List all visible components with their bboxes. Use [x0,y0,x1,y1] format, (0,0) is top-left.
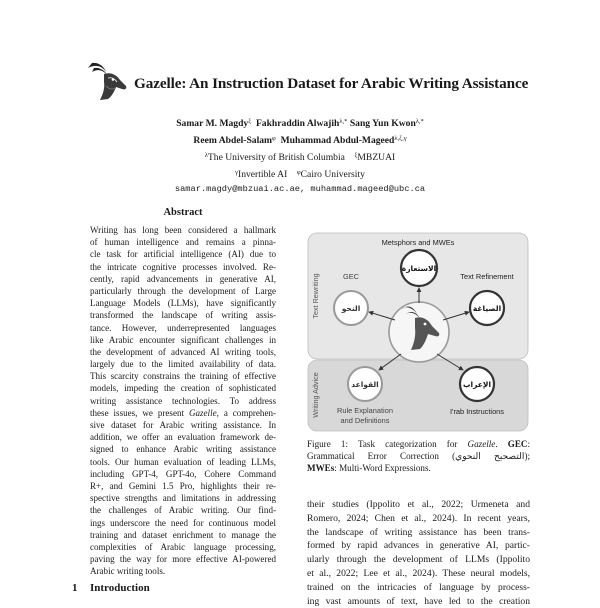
rules-node [348,367,382,401]
abstract-line: tance. However, underrepresented languages [90,322,276,333]
abstract-line: Writing has long been considered a hallmark [90,225,276,235]
affiliation-line-1 [0,148,600,165]
abstract-heading: Abstract [163,207,203,218]
gazelle-logo-icon [86,62,130,102]
text-refinement-node [470,291,504,325]
abstract-line: the challenges of Arabic writing. Our find- [90,505,276,516]
affiliation: Cairo University [300,169,365,180]
body-line: ing vast amounts of text, have led to the creation [307,595,530,607]
paper-title: Gazelle: An Instruction Dataset for Arabic Writing Assistance [134,75,529,92]
arabic-metaphor-text: الاستعارة [401,264,437,273]
affil-sup: λ [204,152,208,159]
arabic-irab-text: الإعراب [462,380,492,389]
affiliation: Invertible AI [238,169,288,180]
author-block [0,114,600,197]
metaphors-node [401,250,437,286]
abstract-line: ings underscore the need for continuous model [90,517,276,528]
abstract-line: like Arabic encounter significant challenges in [90,334,276,345]
abstract-line: R+, and Gemini 1.5 Pro, highlights their re- [90,480,276,491]
abstract-line: the development of advanced AI writing tools, [90,346,276,357]
section-heading [72,582,150,594]
abstract-line: signed to enhance Arabic writing assistance [90,444,276,455]
abstract-line: training and dataset enrichment to manage the [90,529,276,540]
body-line: et al., 2022; Lee et al., 2024). These neural models, [307,567,530,579]
text-refinement-label: Text Refinement [460,272,514,281]
affil-sup: φ [296,169,301,176]
abstract-line: of human intelligence and remains a pinna- [90,237,276,248]
irab-label: I'rab Instructions [450,407,504,416]
body-line: trained on the intricacies of language by process- [307,581,530,593]
author-name: Samar M. Magdy [176,118,249,129]
author-emails[interactable]: samar.magdy@mbzuai.ac.ae, muhammad.mageed@ubc.ca [174,184,426,194]
body-line: ularly through the development of LLMs (Ippolito [307,554,530,566]
body-line: Romero, 2024; Chen et al., 2024). In recent years, [307,512,530,524]
writing-advice-label: Writing Advice [311,372,320,418]
author-name: Reem Abdel-Salam [193,135,273,146]
abstract-line: transformed the landscape of writing assis- [90,310,276,321]
rule-label: Rule Explanation [337,406,393,415]
author-sup: λ,* [339,118,348,125]
abstract-line: writing assistance technologies. To address [90,395,276,406]
text-rewriting-label: Text Rewriting [311,273,320,319]
section-number: 1 [72,582,78,594]
gec-label: GEC [342,272,360,281]
caption-line: MWEs: Multi-Word Expressions. [307,463,431,474]
task-categorization-figure [307,232,529,432]
author-sup: ξ [248,118,252,125]
abstract-line: these issues, we present Gazelle, a comprehen- [90,407,276,418]
abstract-line: particularly through the development of Large [90,285,276,296]
author-name: Fakhraddin Alwajih [255,118,340,129]
figure-caption [307,438,530,475]
abstract-line: cle task for artificial intelligence (AI) due to [90,249,276,260]
metaphors-label: Metsphors and MWEs [381,238,455,247]
arabic-grammar-text: النحو [341,304,361,313]
affiliation: MBZUAI [357,152,396,163]
abstract-line: Arabic writing tools. [90,566,166,577]
irab-node [460,367,494,401]
abstract-line: addition, we offer an evaluation framework de- [90,432,276,443]
body-line: their studies (Ippolito et al., 2022; Urmeneta and [307,499,530,510]
abstract-line: sive dataset for Arabic writing assistance. In [90,420,276,430]
intro-body-right [307,498,530,608]
abstract-line: the intricate cognitive processes involved. Re- [90,261,276,272]
author-sup: λ,ξ,γ [394,135,407,142]
abstract-line: Language Models (LLMs), have significantly [90,298,276,309]
abstract-body [90,224,276,577]
abstract-line: complexities of Arabic language processing, [90,541,276,552]
author-sup: λ,* [415,118,424,125]
abstract-line: cently, rapid advancements in generative AI, [90,273,276,284]
arabic-phrasing-text: الصياغة [472,304,502,313]
affiliation: The University of British Columbia [207,152,345,163]
abstract-line: including GPT-4, GPT-4o, Cohere Command [90,468,276,479]
authors-line-1 [0,114,600,131]
arabic-rules-text: القواعد [351,380,379,389]
caption-line: Grammatical Error Correction (التصحيح النحوي); [307,451,530,462]
authors-line-2 [0,131,600,148]
rule-label-2: and Definitions [340,416,390,425]
affil-sup: ξ [354,152,358,159]
abstract-line: This scarcity constrains the training of effective [90,371,276,382]
author-name: Muhammad Abdul-Mageed [280,135,395,146]
section-title: Introduction [90,582,150,594]
body-line: the landscape of writing assistance has been trans- [307,526,530,538]
affiliation-line-2 [0,165,600,182]
abstract-line: tools. Our human evaluation of leading LLMs, [90,456,276,467]
author-sup: φ [272,135,276,142]
abstract-line: largely due to the limited availability of data. [90,359,276,370]
abstract-line: paving the way for more effective AI-powered [90,554,276,565]
abstract-line: models, impeding the creation of sophisticated [90,383,276,394]
author-name: Sang Yun Kwon [349,118,416,129]
body-line: formed by rapid advances in generative AI, partic- [307,540,530,552]
gazelle-head-icon [389,302,449,362]
affil-sup: γ [235,169,238,176]
gec-node [334,291,368,325]
abstract-line: spective strengths and limitations in addressing [90,493,276,504]
caption-line: Figure 1: Task categorization for Gazelle. GEC: [307,439,530,449]
